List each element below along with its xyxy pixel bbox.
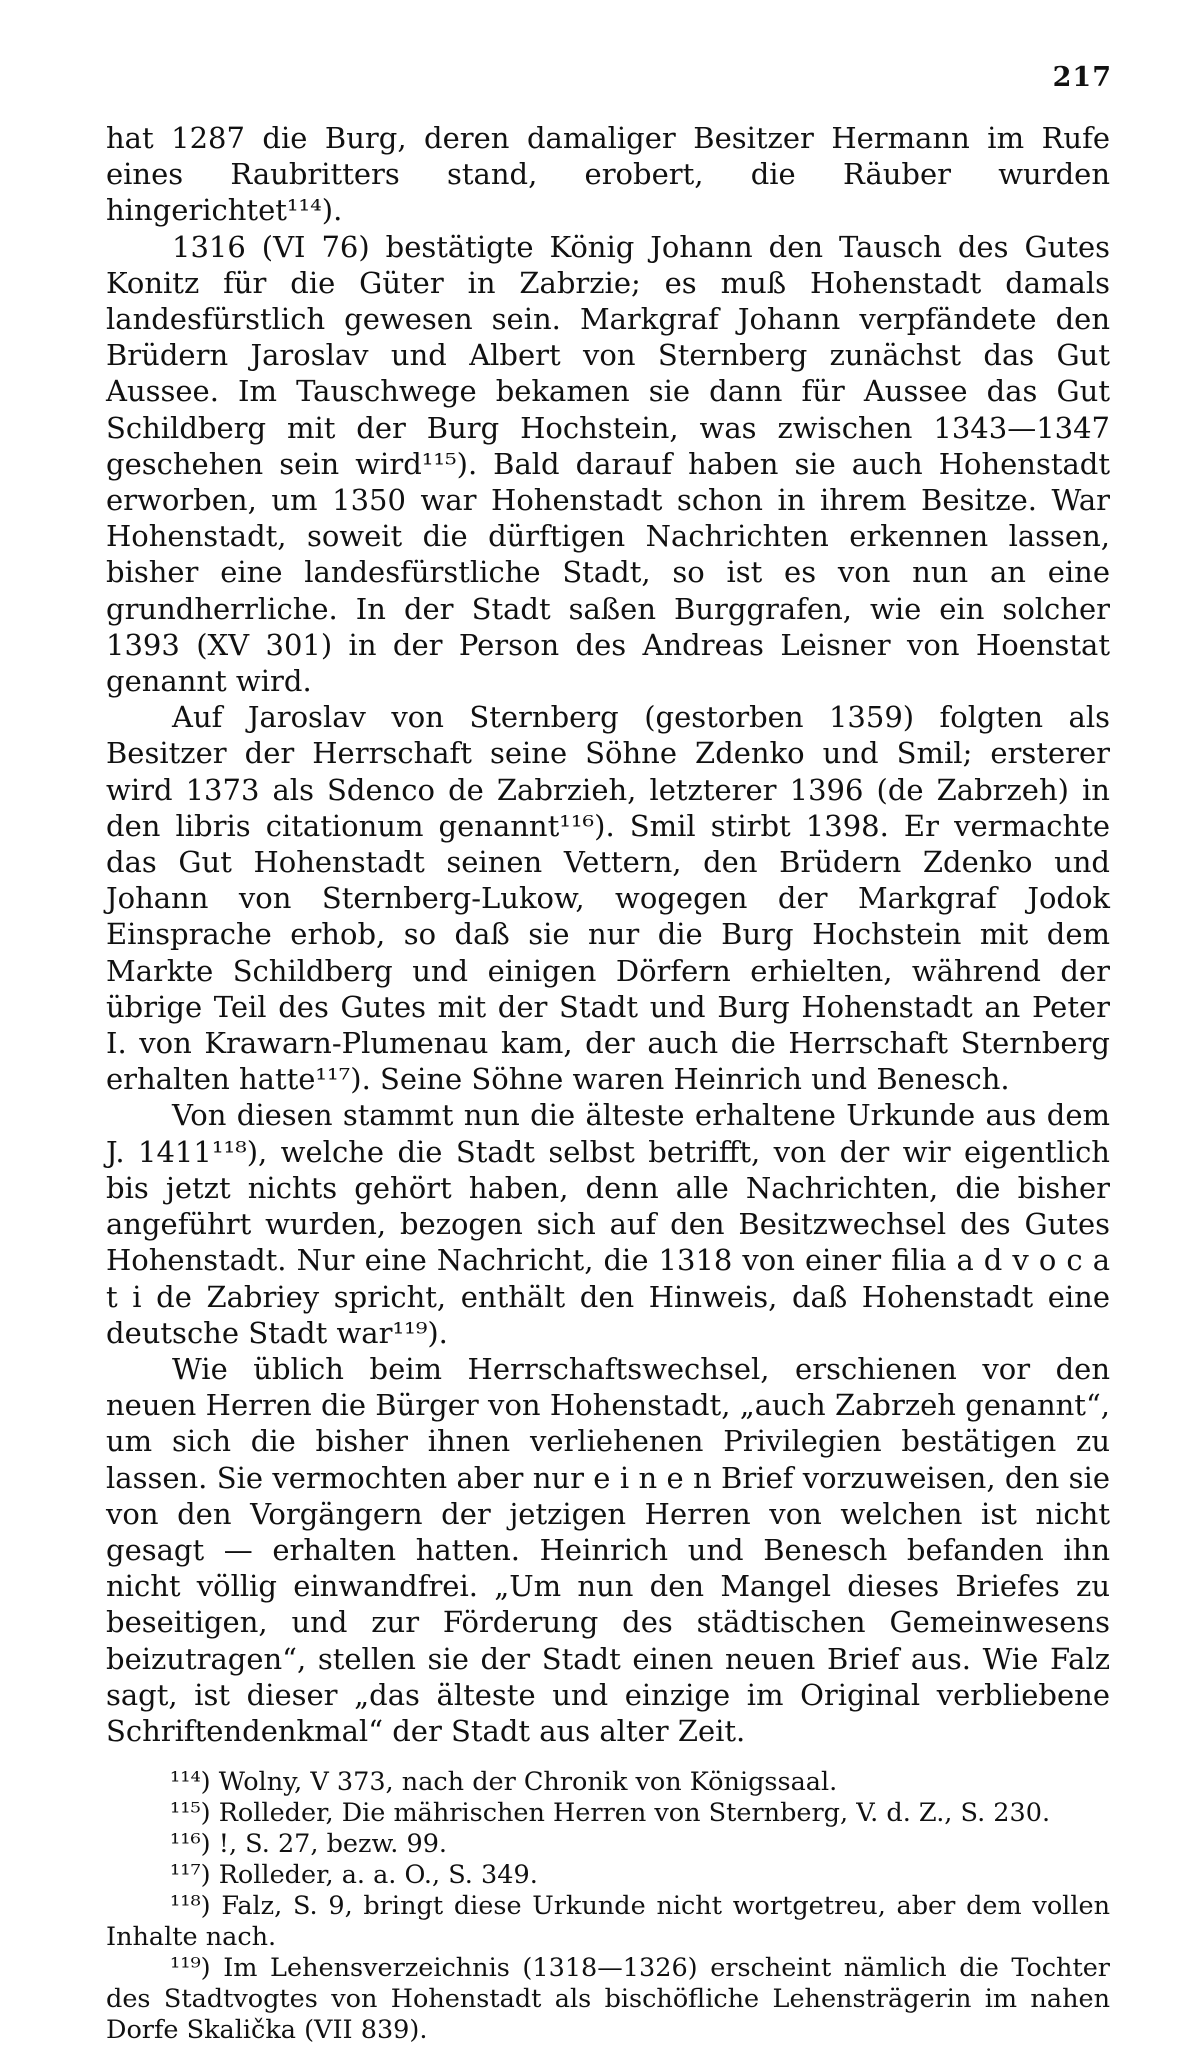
footnote-119: ¹¹⁹) Im Lehensverzeichnis (1318—1326) erscheint nämlich die Tochter des Stadtvogtes von Hohenstadt als bischöfliche Lehensträgerin im nahen Dorfe Skalička (VII 839).	[106, 1953, 1110, 2046]
footnote-116: ¹¹⁶) !, S. 27, bezw. 99.	[170, 1829, 448, 1860]
paragraph-5: Wie üblich beim Herrschaftswechsel, erschienen vor den neuen Herren die Bürger von Hohenstadt, „auch Zabrzeh genannt“, um sich die bisher ihnen verliehenen Privilegien bestätigen zu lassen. Sie vermochten aber nur e i n e n Brief vorzuweisen, den sie von den Vorgängern der jetzigen Herren von welchen ist nicht gesagt — erhalten hatten. Heinrich und Benesch befanden ihn nicht völlig einwandfrei. „Um nun den Mangel dieses Briefes zu beseitigen, und zur Förderung des städtischen Gemeinwesens beizutragen“, stellen sie der Stadt einen neuen Brief aus. Wie Falz sagt, ist dieser „das älteste und einzige im Original verbliebene Schriftendenkmal“ der Stadt aus alter Zeit.	[106, 1351, 1110, 1748]
footnote-118: ¹¹⁸) Falz, S. 9, bringt diese Urkunde nicht wortgetreu, aber dem vollen Inhalte nach.	[106, 1891, 1110, 1953]
paragraph-3: Auf Jaroslav von Sternberg (gestorben 1359) folgten als Besitzer der Herrschaft seine Söhne Zdenko und Smil; ersterer wird 1373 als Sdenco de Zabrzieh, letzterer 1396 (de Zabrzeh) in den libris citationum genannt¹¹⁶). Smil stirbt 1398. Er vermachte das Gut Hohenstadt seinen Vettern, den Brüdern Zdenko und Johann von Sternberg-Lukow, wogegen der Markgraf Jodok Einsprache erhob, so daß sie nur die Burg Hochstein mit dem Markte Schildberg und einigen Dörfern erhielten, während der übrige Teil des Gutes mit der Stadt und Burg Hohenstadt an Peter I. von Krawarn-Plumenau kam, der auch die Herrschaft Sternberg erhalten hatte¹¹⁷). Seine Söhne waren Heinrich und Benesch.	[106, 700, 1110, 1097]
page-number: 217	[1052, 62, 1112, 93]
body-text	[106, 120, 1110, 1749]
paragraph-2: 1316 (VI 76) bestätigte König Johann den Tausch des Gutes Konitz für die Güter in Zabrzie; es muß Hohenstadt damals landesfürstlich gewesen sein. Markgraf Johann verpfändete den Brüdern Jaroslav und Albert von Sternberg zunächst das Gut Aussee. Im Tauschwege bekamen sie dann für Aussee das Gut Schildberg mit der Burg Hochstein, was zwischen 1343—1347 geschehen sein wird¹¹⁵). Bald darauf haben sie auch Hohenstadt erworben, um 1350 war Hohenstadt schon in ihrem Besitze. War Hohenstadt, soweit die dürftigen Nachrichten erkennen lassen, bisher eine landesfürstliche Stadt, so ist es von nun an eine grundherrliche. In der Stadt saßen Burggrafen, wie ein solcher 1393 (XV 301) in der Person des Andreas Leisner von Hoenstat genannt wird.	[106, 229, 1110, 699]
paragraph-4: Von diesen stammt nun die älteste erhaltene Urkunde aus dem J. 1411¹¹⁸), welche die Stadt selbst betrifft, von der wir eigentlich bis jetzt nichts gehört haben, denn alle Nachrichten, die bisher angeführt wurden, bezogen sich auf den Besitzwechsel des Gutes Hohenstadt. Nur eine Nachricht, die 1318 von einer filia a d v o c a t i de Zabriey spricht, enthält den Hinweis, daß Hohenstadt eine deutsche Stadt war¹¹⁹).	[106, 1098, 1110, 1350]
paragraph-1: hat 1287 die Burg, deren damaliger Besitzer Hermann im Rufe eines Raubritters stand, erobert, die Räuber wurden hingerichtet¹¹⁴).	[106, 121, 1110, 228]
footnote-117: ¹¹⁷) Rolleder, a. a. O., S. 349.	[170, 1860, 538, 1891]
footnotes	[106, 1767, 1110, 2046]
footnote-115: ¹¹⁵) Rolleder, Die mährischen Herren von Sternberg, V. d. Z., S. 230.	[170, 1798, 1051, 1829]
footnote-114: ¹¹⁴) Wolny, V 373, nach der Chronik von Königssaal.	[170, 1767, 838, 1798]
